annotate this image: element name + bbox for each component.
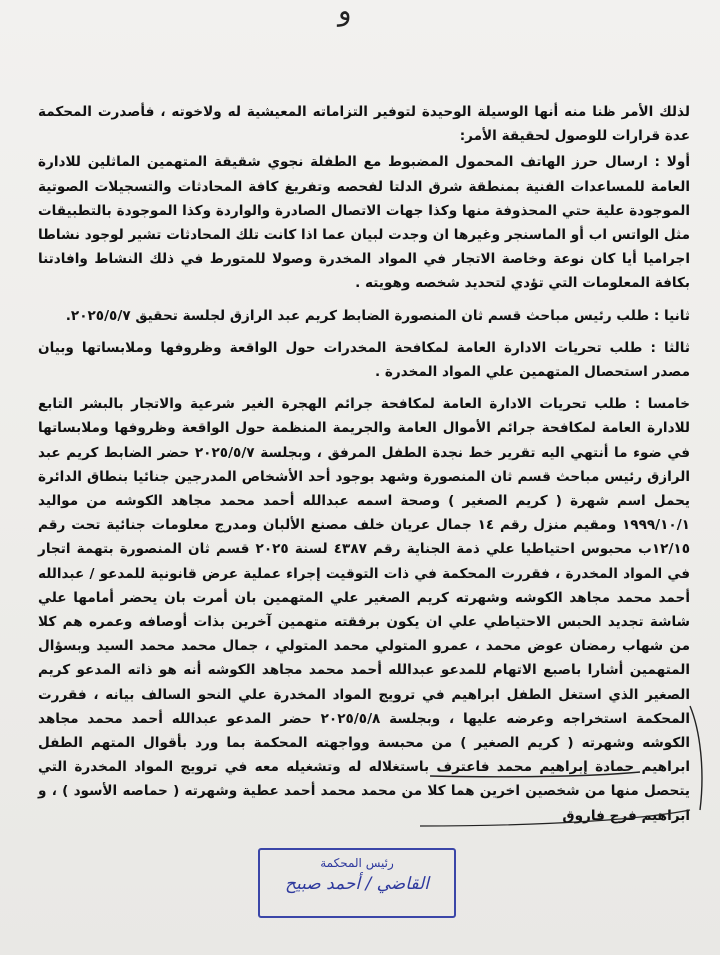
page-top-mark: و <box>338 0 352 27</box>
document-body <box>38 100 690 836</box>
stamp-judge-name: القاضي / أحمد صبيح <box>285 874 429 894</box>
paragraph-third-decision: ثالثا : طلب تحريات الادارة العامة لمكافحة المخدرات حول الواقعة وظروفها وملابساتها وبيان مصدر استحصال المتهمين علي المواد المخدرة . <box>38 339 690 381</box>
paragraph-intro: لذلك الأمر ظنا منه أنها الوسيلة الوحيدة لتوفير التزاماته المعيشية له ولاخوته ، فأصدرت المحكمة عدة قرارات للوصول لحقيقة الأمر: <box>38 104 690 145</box>
paragraph-fifth-decision: خامسا : طلب تحريات الادارة العامة لمكافحة جرائم الهجرة الغير شرعية والاتجار بالبشر التابع للادارة العامة لمكافحة جرائم الأموال العامة والجريمة المنظمة حول الواقعة وظروفها وملابساتها في ضوء ما أنتهي اليه تقرير خط نجدة الطفل المرفق ، وبجلسة ٢٠٢٥/٥/٧ حضر الضابط كريم عبد الرازق رئيس مباحث قسم ثان المنصورة وشهد بوجود أحد الأشخاص المدرجين جنائيا بنطاق الدائرة يحمل اسم شهرة ( كريم الصغير ) وصحة اسمه عبدالله أحمد محمد مجاهد الكوشه من مواليد ١٩٩٩/١٠/١ ومقيم منزل رقم ١٤ جمال عريان خلف مصنع الألبان ومدرج معلومات جنائية تحت رقم ١٢/١٥ب محبوس احتياطيا علي ذمة الجناية رقم ٤٣٨٧ لسنة ٢٠٢٥ قسم ثان المنصورة بتهمة اتجار في المواد المخدرة ، فقررت المحكمة في ذات التوقيت إجراء عملية عرض قانونية للمدعو / عبدالله أحمد محمد مجاهد الكوشه وشهرته كريم الصغير علي المتهمين بان أمرت بان يحضر أمامها علي شاشة تجديد الحبس الاحتياطي علي ان يكون برفقته متهمين آخرين بذات أوصافه وعمره هم كلا من شهاب رمضان عوض محمد ، عمرو المتولي محمد المتولي ، جمال محمد محمد السيد وبسؤال المتهمين أشارا باصبع الاتهام للمدعو عبدالله أحمد محمد مجاهد الكوشه أنه هو ذاته المدعو كريم الصغير الذي استغل الطفل ابراهيم في ترويج المواد المخدرة علي النحو السالف بيانه ، فقررت المحكمة استخراجه وعرضه عليها ، وبجلسة ٢٠٢٥/٥/٨ حضر المدعو عبدالله أحمد محمد مجاهد الكوشه وشهرته ( كريم الصغير ) من محبسة وواجهته المحكمة بما ورد بأقوال المتهم الطفل ابراهيم حمادة إبراهيم محمد فاعترف باستغلاله له وتشغيله معه في ترويج المواد المخدرة التي يتحصل منها من شخصين اخرين هما كلا من محمد محمد أحمد عطية وشهرته ( حماصه الأسود ) ، و ابراهيم فرج فاروق <box>38 396 690 824</box>
paragraph-first-decision: أولا : ارسال حرز الهاتف المحمول المضبوط مع الطفلة نجوي شقيقة المتهمين الماثلين للادارة العامة للمساعدات الفنية بمنطقة شرق الدلتا لفحصه وتفريغ كافة المحادثات والتسجيلات الصوتية الموجودة علية حتي المحذوفة منها وكذا جهات الاتصال الصادرة والواردة وكذا الموجودة بالتطبيقات مثل الواتس اب أو الماسنجر وغيرها ان وجدت لبيان عما اذا كانت تلك المحادثات تشير لوجود نشاطا اجراميا أيا كان نوعة وخاصة الاتجار في المواد المخدرة وصولا للمتورط في ذلك النشاط وافادتنا بكافة المعلومات التي تؤدي لتحديد شخصه وهويته . <box>38 154 690 292</box>
court-stamp <box>258 848 456 918</box>
stamp-title: رئيس المحكمة <box>320 856 394 870</box>
paragraph-second-decision: ثانيا : طلب رئيس مباحث قسم ثان المنصورة الضابط كريم عبد الرازق لجلسة تحقيق ٢٠٢٥/٥/٧. <box>65 307 690 324</box>
